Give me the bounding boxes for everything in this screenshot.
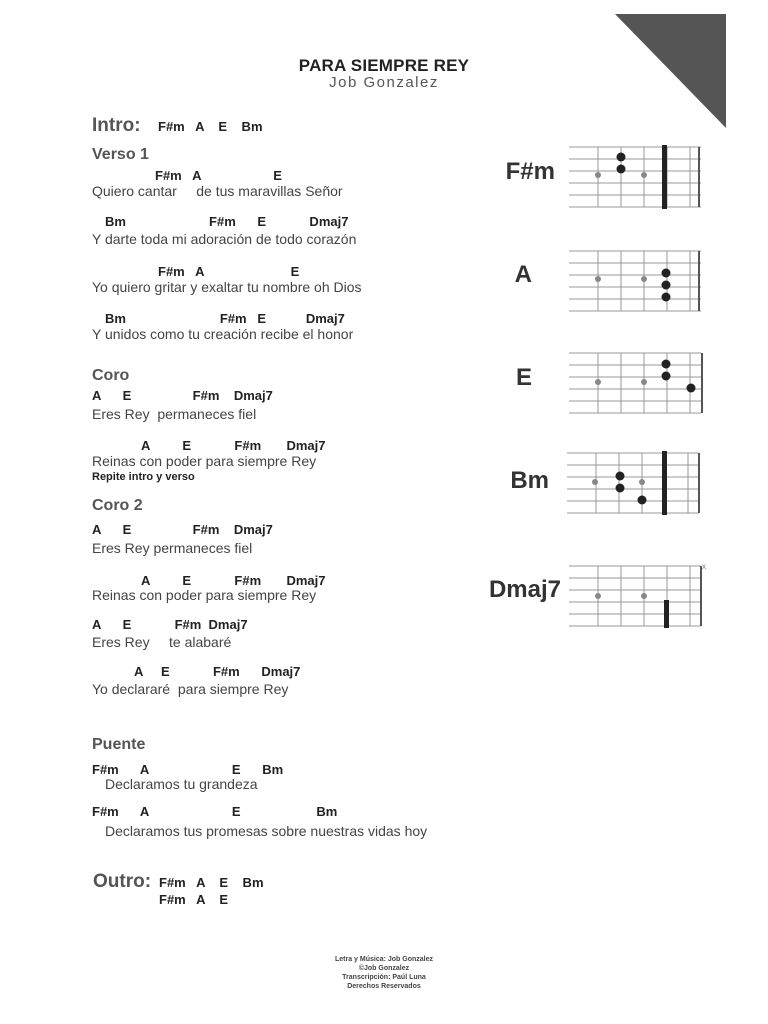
chord-line: Bm F#m E Dmaj7: [105, 214, 349, 229]
lyric-line: Declaramos tu grandeza: [105, 776, 258, 792]
chord-diagram-e: [565, 351, 705, 415]
chord-line: A E F#m Dmaj7: [134, 664, 301, 679]
diagram-name: E: [515, 364, 532, 391]
lyric-line: Reinas con poder para siempre Rey: [92, 587, 317, 603]
chord-line: F#m A E Bm: [92, 804, 338, 819]
outro-label: Outro:: [93, 871, 152, 892]
lyric-line: Yo declararé para siempre Rey: [92, 681, 289, 697]
lyric-line: Eres Rey te alabaré: [92, 634, 232, 650]
lyric-line: Yo quiero gritar y exaltar tu nombre oh Dios: [92, 279, 362, 295]
chord-diagram-dmaj7: [565, 562, 710, 628]
chord-line: A E F#m Dmaj7: [92, 388, 273, 403]
chord-line: F#m A E Bm: [92, 762, 284, 777]
chord-line: A E F#m Dmaj7: [141, 438, 326, 453]
lyric-line: Eres Rey permaneces fiel: [92, 540, 253, 556]
muted-string-mark: x: [702, 562, 706, 571]
footer-line: Transcripción: Paúl Luna: [342, 974, 426, 981]
puente-label: Puente: [92, 736, 146, 753]
lyric-line: Y darte toda mi adoración de todo corazón: [92, 231, 357, 247]
chord-line: F#m A E: [158, 264, 300, 279]
footer-credits: [0, 955, 768, 991]
chord-diagram-bm: [563, 451, 703, 515]
diagram-name: Bm: [510, 467, 549, 494]
chord-line: Bm F#m E Dmaj7: [105, 311, 345, 326]
footer-line: Letra y Música: Job Gonzalez: [334, 956, 434, 963]
lyric-line: Reinas con poder para siempre Rey: [92, 453, 317, 469]
lyric-line: Quiero cantar de tus maravillas Señor: [92, 183, 343, 199]
chord-line: A E F#m Dmaj7: [92, 617, 248, 632]
diagram-name: A: [514, 261, 532, 288]
diagram-name: Dmaj7: [488, 576, 561, 603]
song-author: Job Gonzalez: [329, 74, 439, 91]
repeat-note: Repite intro y verso: [92, 471, 195, 483]
outro-chords-2: F#m A E: [159, 892, 229, 907]
footer-line: ©Job Gonzalez: [358, 965, 410, 972]
chord-diagram-a: [565, 249, 705, 313]
outro-chords-1: F#m A E Bm: [159, 875, 264, 890]
intro-label: Intro:: [92, 115, 141, 136]
footer-line: Derechos Reservados: [347, 983, 421, 990]
chord-line: A E F#m Dmaj7: [141, 573, 326, 588]
chord-diagram-fsharpm: [565, 145, 705, 209]
diagram-name: F#m: [505, 158, 555, 185]
coro2-label: Coro 2: [92, 497, 143, 514]
coro-label: Coro: [92, 367, 130, 384]
lyric-line: Y unidos como tu creación recibe el honor: [92, 326, 354, 342]
chord-line: A E F#m Dmaj7: [92, 522, 273, 537]
chord-line: F#m A E: [155, 168, 282, 183]
intro-chords: F#m A E Bm: [158, 119, 263, 134]
verso1-label: Verso 1: [92, 146, 149, 163]
song-title: PARA SIEMPRE REY: [298, 56, 470, 75]
lyric-line: Eres Rey permaneces fiel: [92, 406, 257, 422]
lyric-line: Declaramos tus promesas sobre nuestras vidas hoy: [105, 823, 428, 839]
